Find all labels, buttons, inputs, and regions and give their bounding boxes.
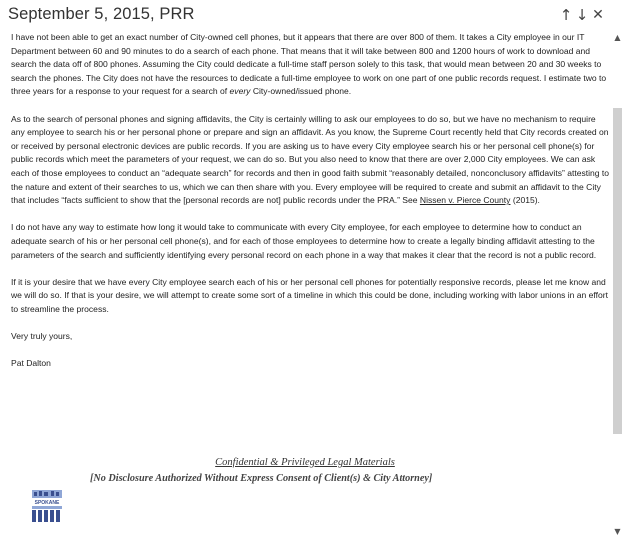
logo-text: SPOKANE <box>34 500 60 506</box>
paragraph-phone-count: I have not been able to get an exact number of City-owned cell phones, but it appears that there are over 800 of them. It takes a City employee in our IT Department between 60 and 90 minutes to do a search of each phone. That means that it will take between 800 and 1200 hours of work to download and search the data off of 800 phones. Assuming the City could dedicate a full-time staff person solely to this task, that would mean between 20 and 30 weeks to search the phones. The City does not have the resources to dedicate a full-time employee to work on one part of one public records request. I estimate two to three years for a response to your request for a search of every City-owned/issued phone. <box>11 32 607 97</box>
confidential-notice: Confidential & Privileged Legal Materials <box>215 457 395 468</box>
closing-line: Very truly yours, <box>11 331 73 342</box>
scroll-thumb[interactable] <box>613 108 622 434</box>
emphasis-every: every <box>229 86 251 97</box>
paragraph-desire: If it is your desire that we have every City employee search each of his or her personal cell phones for potentially responsive records, please let me know and we will do so. If that is your desire, we will attempt to create some sort of a timeline in which this could be done, including working with labor unions in an effort to streamline the process. <box>11 276 608 314</box>
scroll-up-arrow-icon[interactable]: ▲ <box>614 33 621 42</box>
disclosure-notice: [No Disclosure Authorized Without Express Consent of Client(s) & City Attorney] <box>90 473 433 484</box>
reading-pane-header <box>0 0 624 32</box>
paragraph-estimate: I do not have any way to estimate how long it would take to communicate with every City employee, for each employee to determine how to conduct an adequate search of his or her personal cell phone(s), and for each of those employees to determine how to create a legally binding affidavit attesting to the parameters of the search and sufficiently identifying every personal record on each phone in a way that makes it clear that the record is not a public record. <box>11 222 597 260</box>
city-logo <box>28 488 66 524</box>
signature-name: Pat Dalton <box>11 358 51 369</box>
case-citation-link[interactable]: Nissen v. Pierce County <box>419 195 511 206</box>
next-item-down-arrow-icon[interactable]: ↓ <box>575 6 589 24</box>
vertical-scrollbar[interactable] <box>611 32 624 541</box>
scroll-down-arrow-icon[interactable]: ▼ <box>614 527 621 536</box>
paragraph-personal-phones: As to the search of personal phones and signing affidavits, the City is certainly willing to ask our employees to do so, but we have no mechanism to require any employee to search his or her personal phone or prepare and sign an affidavit. As you know, the Supreme Court recently held that City records created on or received by personal electronic devices are public records. If you are asking us to have every City employee search his or her personal cell phone(s) for public records which meet the parameters of your request, we can do so. But you also need to know that there are over 2,000 City employees. We can ask each of those employees to conduct an “adequate search” for records and then in good faith submit “reasonably detailed, nonconclusory affidavits” attesting to the nature and extent of their searches to us, which we can then share with you. Every employee will be required to create and submit an affidavit to the City that includes “facts sufficient to show that the [personal records are not] public records under the PRA.” See Nissen v. Pierce County (2015). <box>11 113 610 206</box>
city-logo-graphic <box>28 488 66 524</box>
letter-body <box>11 31 609 371</box>
message-title: September 5, 2015, PRR <box>8 5 195 23</box>
previous-item-up-arrow-icon[interactable]: ↑ <box>559 6 573 24</box>
close-icon[interactable]: ✕ <box>592 7 604 23</box>
